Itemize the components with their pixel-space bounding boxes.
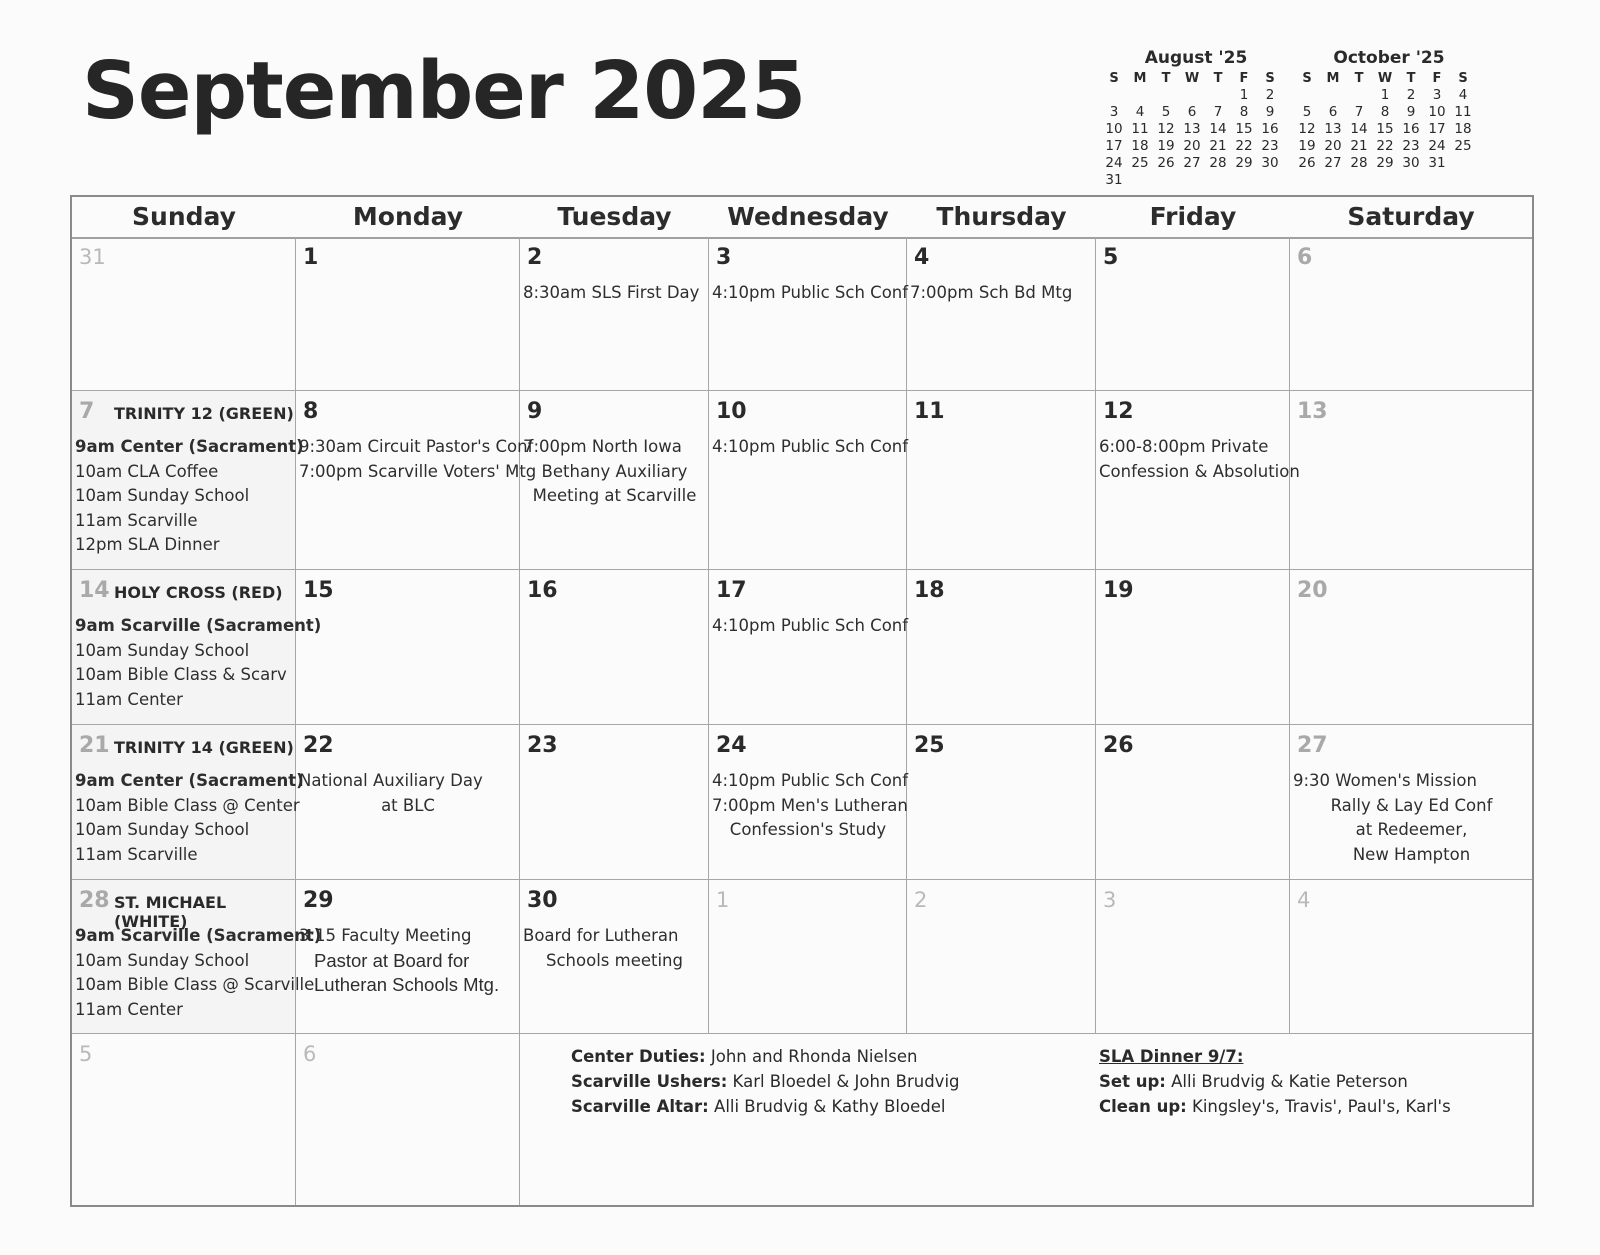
day-cell[interactable]	[72, 725, 304, 880]
mini-day: 1	[1239, 87, 1249, 103]
mini-day	[1257, 172, 1283, 189]
mini-day: 5	[1161, 104, 1171, 120]
event-list	[75, 924, 322, 1022]
mini-day: 10	[1428, 104, 1446, 120]
event-list	[523, 281, 706, 306]
mini-calendar-title: October '25	[1333, 48, 1445, 68]
event-line: 9am Center (Sacrament)	[75, 771, 304, 790]
event-line: at Redeemer,	[1355, 820, 1468, 839]
day-cell[interactable]	[1290, 570, 1532, 725]
mini-day: 18	[1131, 138, 1149, 154]
day-cell[interactable]	[1096, 237, 1290, 391]
mini-day: 2	[1406, 87, 1416, 103]
event-line: 4:10pm Public Sch Conf	[712, 616, 909, 635]
day-cell[interactable]	[520, 570, 709, 725]
mini-day: 26	[1157, 155, 1175, 171]
mini-day: 20	[1183, 138, 1201, 154]
weekday-saturday: Saturday	[1347, 202, 1475, 231]
mini-day: 29	[1235, 155, 1253, 171]
mini-calendar-week	[1101, 121, 1291, 138]
day-cell[interactable]	[709, 880, 907, 1034]
sla-label: Set up:	[1099, 1072, 1166, 1091]
mini-calendar-weekdays	[1101, 71, 1291, 87]
mini-day: 7	[1354, 104, 1364, 120]
mini-weekday: T	[1406, 71, 1416, 86]
mini-day: 1	[1380, 87, 1390, 103]
day-number: 20	[1297, 578, 1328, 603]
day-cell[interactable]	[296, 1034, 520, 1205]
weekday-friday: Friday	[1149, 202, 1237, 231]
mini-weekday: M	[1326, 71, 1340, 86]
day-number: 2	[527, 245, 543, 270]
mini-day	[1231, 172, 1257, 189]
day-number: 8	[303, 399, 319, 424]
day-number: 23	[527, 733, 558, 758]
day-number: 7	[79, 399, 95, 424]
event-list	[910, 281, 1093, 306]
event-list	[712, 769, 909, 843]
event-line: 10am Sunday School	[75, 486, 250, 505]
day-cell[interactable]	[520, 237, 709, 391]
liturgical-day: ST. MICHAEL (WHITE)	[114, 893, 227, 931]
day-number: 2	[914, 888, 928, 912]
mini-weekday: T	[1354, 71, 1364, 86]
mini-calendar-title: August '25	[1144, 48, 1248, 68]
mini-day	[1346, 87, 1372, 104]
mini-day: 30	[1402, 155, 1420, 171]
mini-day: 16	[1402, 121, 1420, 137]
liturgical-day: HOLY CROSS (RED)	[114, 583, 283, 602]
event-line: 10am Sunday School	[75, 950, 250, 970]
day-number: 10	[716, 399, 747, 424]
day-cell[interactable]	[296, 391, 537, 570]
event-line: New Hampton	[1352, 844, 1471, 864]
day-cell[interactable]	[1290, 237, 1532, 391]
day-cell[interactable]	[907, 570, 1096, 725]
day-cell[interactable]	[520, 880, 709, 1034]
event-line: 11am Scarville	[75, 510, 198, 530]
mini-day: 29	[1376, 155, 1394, 171]
event-list	[1293, 769, 1530, 867]
mini-day: 6	[1328, 104, 1338, 120]
mini-day: 28	[1350, 155, 1368, 171]
weekday-header	[72, 197, 1532, 239]
mini-weekday: F	[1239, 71, 1249, 86]
event-line: 10am Bible Class @ Scarville	[75, 975, 315, 994]
mini-day: 3	[1109, 104, 1119, 120]
mini-day: 23	[1261, 138, 1279, 154]
mini-day: 31	[1105, 172, 1123, 188]
mini-day: 17	[1105, 138, 1123, 154]
mini-day: 14	[1209, 121, 1227, 137]
liturgical-day: TRINITY 14 (GREEN)	[114, 738, 294, 757]
mini-day	[1179, 87, 1205, 104]
month-grid	[70, 195, 1534, 1207]
event-line: 7:00pm Scarville Voters' Mtg	[299, 461, 537, 481]
day-cell[interactable]	[520, 725, 709, 880]
duty-names: Alli Brudvig & Kathy Bloedel	[708, 1097, 946, 1116]
day-number: 24	[716, 733, 747, 758]
mini-day	[1205, 87, 1231, 104]
day-number: 15	[303, 578, 334, 603]
event-line: Lutheran Schools Mtg.	[314, 974, 500, 995]
event-line: 9am Scarville (Sacrament)	[75, 616, 322, 635]
event-list	[523, 924, 706, 973]
mini-day: 11	[1131, 121, 1149, 137]
day-number: 26	[1103, 733, 1134, 758]
day-number: 3	[716, 245, 732, 270]
mini-day	[1205, 172, 1231, 189]
mini-day: 14	[1350, 121, 1368, 137]
day-cell[interactable]	[296, 570, 520, 725]
mini-day: 22	[1376, 138, 1394, 154]
day-number: 31	[79, 245, 106, 269]
event-line: Confession & Absolution	[1099, 461, 1300, 481]
event-line: 11am Scarville	[75, 844, 198, 864]
duty-names: John and Rhonda Nielsen	[705, 1047, 918, 1066]
day-cell[interactable]	[1096, 391, 1300, 570]
event-list	[299, 924, 517, 998]
event-line: at BLC	[381, 795, 435, 815]
mini-day: 6	[1187, 104, 1197, 120]
sla-names: Kingsley's, Travis', Paul's, Karl's	[1186, 1097, 1451, 1116]
event-line: National Auxiliary Day	[299, 771, 483, 790]
mini-day: 19	[1157, 138, 1175, 154]
event-line: 9:30am Circuit Pastor's Conf	[299, 437, 534, 456]
event-line: 11am Center	[75, 689, 183, 709]
sla-dinner-title: SLA Dinner 9/7:	[1099, 1047, 1244, 1066]
day-cell[interactable]	[296, 237, 520, 391]
day-cell[interactable]	[1096, 725, 1290, 880]
mini-day	[1153, 172, 1179, 189]
day-number: 11	[914, 399, 945, 424]
event-list	[299, 769, 517, 818]
mini-day: 9	[1265, 104, 1275, 120]
event-line: 9am Center (Sacrament)	[75, 437, 304, 456]
mini-day	[1179, 172, 1205, 189]
day-cell[interactable]	[296, 880, 520, 1034]
mini-weekday: S	[1265, 71, 1275, 86]
mini-day: 18	[1454, 121, 1472, 137]
mini-calendar-week	[1101, 87, 1291, 104]
day-cell[interactable]	[907, 237, 1096, 391]
mini-day	[1294, 87, 1320, 104]
sla-line	[1099, 1069, 1451, 1094]
mini-day: 12	[1157, 121, 1175, 137]
day-cell[interactable]	[709, 570, 907, 725]
mini-day: 22	[1235, 138, 1253, 154]
event-list	[299, 435, 537, 484]
mini-day: 3	[1432, 87, 1442, 103]
event-list	[523, 435, 706, 509]
day-number: 4	[914, 245, 930, 270]
event-list	[712, 281, 909, 306]
sla-names: Alli Brudvig & Katie Peterson	[1165, 1072, 1408, 1091]
day-cell[interactable]	[1096, 570, 1290, 725]
mini-day	[1127, 172, 1153, 189]
mini-day: 9	[1406, 104, 1416, 120]
event-line: 12pm SLA Dinner	[75, 535, 220, 554]
day-number: 27	[1297, 733, 1328, 758]
mini-day: 15	[1376, 121, 1394, 137]
mini-day: 13	[1324, 121, 1342, 137]
duties-block	[571, 1044, 960, 1119]
day-cell[interactable]	[1290, 725, 1532, 880]
mini-day: 5	[1302, 104, 1312, 120]
mini-calendar-august	[1101, 48, 1291, 189]
mini-day	[1450, 155, 1476, 172]
day-number: 6	[303, 1042, 317, 1066]
sla-dinner-block	[1099, 1044, 1451, 1119]
day-number: 13	[1297, 399, 1328, 424]
event-line: 3:15 Faculty Meeting	[299, 926, 472, 945]
mini-day: 21	[1350, 138, 1368, 154]
weekday-wednesday: Wednesday	[727, 202, 889, 231]
mini-day	[1127, 87, 1153, 104]
day-cell[interactable]	[72, 1034, 296, 1205]
page-title: September 2025	[82, 45, 806, 137]
mini-weekday: F	[1432, 71, 1442, 86]
event-line: Schools meeting	[546, 950, 683, 970]
mini-calendar-week	[1294, 138, 1484, 155]
day-number: 12	[1103, 399, 1134, 424]
day-number: 5	[1103, 245, 1119, 270]
mini-weekday: S	[1302, 71, 1312, 86]
event-line: Confession's Study	[729, 820, 887, 839]
day-number: 1	[716, 888, 730, 912]
event-line: Meeting at Scarville	[532, 486, 697, 505]
event-line: 7:00pm North Iowa	[523, 437, 682, 456]
mini-day: 23	[1402, 138, 1420, 154]
event-line: 10am Bible Class @ Center	[75, 795, 300, 815]
liturgical-day: TRINITY 12 (GREEN)	[114, 404, 294, 423]
mini-weekday: M	[1133, 71, 1147, 86]
event-line: 4:10pm Public Sch Conf	[712, 771, 909, 790]
mini-calendar-week	[1101, 172, 1291, 189]
day-number: 1	[303, 245, 319, 270]
mini-weekday: W	[1377, 71, 1393, 86]
mini-calendar-week	[1101, 104, 1291, 121]
mini-weekday: S	[1109, 71, 1119, 86]
mini-day	[1153, 87, 1179, 104]
event-list	[1099, 435, 1300, 484]
event-list	[75, 435, 304, 558]
day-number: 21	[79, 733, 110, 758]
mini-day: 24	[1105, 155, 1123, 171]
mini-weekday: S	[1458, 71, 1468, 86]
day-number: 22	[303, 733, 334, 758]
mini-day: 16	[1261, 121, 1279, 137]
mini-calendar-week	[1101, 138, 1291, 155]
day-number: 19	[1103, 578, 1134, 603]
mini-calendar-week	[1294, 155, 1484, 172]
event-line: 7:00pm Sch Bd Mtg	[910, 283, 1073, 302]
mini-weekday: W	[1184, 71, 1200, 86]
mini-day: 15	[1235, 121, 1253, 137]
day-cell[interactable]	[709, 725, 907, 880]
duty-line	[571, 1044, 960, 1069]
mini-day: 28	[1209, 155, 1227, 171]
event-line: 10am Sunday School	[75, 640, 250, 660]
mini-day: 21	[1209, 138, 1227, 154]
day-number: 5	[79, 1042, 93, 1066]
duty-label: Scarville Altar:	[571, 1097, 709, 1116]
day-cell[interactable]	[907, 725, 1096, 880]
mini-calendar-week	[1101, 155, 1291, 172]
event-line: 10am CLA Coffee	[75, 461, 219, 481]
day-number: 28	[79, 888, 110, 913]
mini-weekday: T	[1161, 71, 1171, 86]
day-number: 29	[303, 888, 334, 913]
day-cell[interactable]	[1096, 880, 1290, 1034]
day-number: 6	[1297, 245, 1313, 270]
mini-calendar-week	[1294, 87, 1484, 104]
mini-day: 25	[1454, 138, 1472, 154]
sla-label: Clean up:	[1099, 1097, 1187, 1116]
day-cell[interactable]	[296, 725, 520, 880]
weekday-tuesday: Tuesday	[557, 202, 672, 231]
event-line: 8:30am SLS First Day	[523, 283, 700, 302]
mini-day: 4	[1458, 87, 1468, 103]
sla-line	[1099, 1094, 1451, 1119]
day-cell[interactable]	[709, 391, 907, 570]
duty-line	[571, 1094, 960, 1119]
mini-day: 11	[1454, 104, 1472, 120]
mini-day: 25	[1131, 155, 1149, 171]
mini-calendar-october	[1294, 48, 1484, 172]
day-cell[interactable]	[72, 237, 296, 391]
notes-panel	[520, 1034, 1532, 1205]
event-line: 11am Center	[75, 999, 183, 1019]
mini-day: 7	[1213, 104, 1223, 120]
event-line: 9am Scarville (Sacrament)	[75, 926, 322, 945]
mini-calendar-week	[1294, 121, 1484, 138]
day-number: 4	[1297, 888, 1311, 912]
day-cell[interactable]	[1290, 391, 1532, 570]
mini-day: 13	[1183, 121, 1201, 137]
day-cell[interactable]	[709, 237, 907, 391]
mini-weekday: T	[1213, 71, 1223, 86]
event-line: 9:30 Women's Mission	[1293, 771, 1477, 790]
mini-day: 2	[1265, 87, 1275, 103]
mini-day: 19	[1298, 138, 1316, 154]
day-number: 16	[527, 578, 558, 603]
mini-day: 20	[1324, 138, 1342, 154]
day-cell[interactable]	[520, 391, 709, 570]
mini-calendar-week	[1294, 104, 1484, 121]
event-line: 4:10pm Public Sch Conf	[712, 283, 909, 302]
event-list	[712, 435, 909, 460]
event-line: Board for Lutheran	[523, 926, 679, 945]
day-cell[interactable]	[907, 880, 1096, 1034]
mini-day: 27	[1183, 155, 1201, 171]
weekday-thursday: Thursday	[936, 202, 1067, 231]
day-cell[interactable]	[907, 391, 1096, 570]
duty-label: Scarville Ushers:	[571, 1072, 728, 1091]
day-number: 30	[527, 888, 558, 913]
event-line: 4:10pm Public Sch Conf	[712, 437, 909, 456]
day-cell[interactable]	[1290, 880, 1532, 1034]
weekday-sunday: Sunday	[132, 202, 236, 231]
day-number: 3	[1103, 888, 1117, 912]
day-number: 18	[914, 578, 945, 603]
mini-day: 17	[1428, 121, 1446, 137]
day-number: 17	[716, 578, 747, 603]
mini-day: 10	[1105, 121, 1123, 137]
day-cell[interactable]	[72, 391, 304, 570]
mini-day: 8	[1239, 104, 1249, 120]
mini-day: 26	[1298, 155, 1316, 171]
event-line: Rally & Lay Ed Conf	[1330, 795, 1493, 815]
day-number: 9	[527, 399, 543, 424]
event-list	[75, 769, 304, 867]
mini-day: 30	[1261, 155, 1279, 171]
event-line: 10am Bible Class & Scarv	[75, 665, 287, 684]
event-line: 6:00-8:00pm Private	[1099, 437, 1269, 456]
day-number: 14	[79, 578, 110, 603]
mini-day: 27	[1324, 155, 1342, 171]
mini-day: 8	[1380, 104, 1390, 120]
mini-day	[1320, 87, 1346, 104]
event-line: 10am Sunday School	[75, 820, 250, 839]
event-line: Pastor at Board for	[314, 949, 470, 971]
event-line: 7:00pm Men's Lutheran	[712, 795, 908, 815]
weekday-monday: Monday	[352, 202, 464, 231]
duty-names: Karl Bloedel & John Brudvig	[727, 1072, 960, 1091]
mini-day: 24	[1428, 138, 1446, 154]
event-line: Bethany Auxiliary	[541, 461, 688, 481]
mini-day: 4	[1135, 104, 1145, 120]
duty-label: Center Duties:	[571, 1047, 706, 1066]
duty-line	[571, 1069, 960, 1094]
mini-calendar-weekdays	[1294, 71, 1484, 87]
day-number: 25	[914, 733, 945, 758]
event-list	[712, 614, 909, 639]
mini-day: 12	[1298, 121, 1316, 137]
mini-day: 31	[1428, 155, 1446, 171]
event-list	[75, 614, 322, 712]
mini-day	[1101, 87, 1127, 104]
